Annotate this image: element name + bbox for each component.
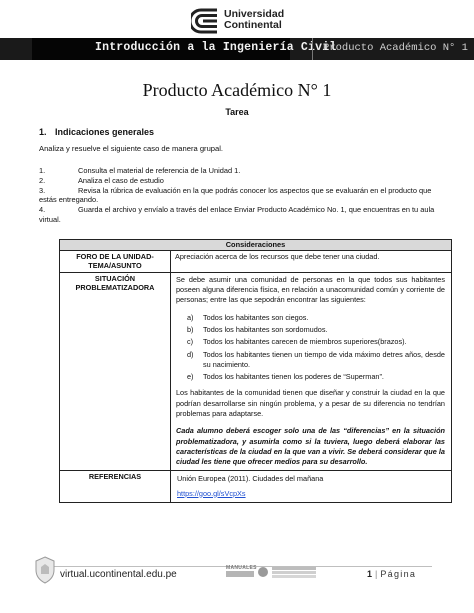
referencias-link[interactable]: https://goo.gl/sVcpXs [177, 488, 246, 498]
option-text: Todos los habitantes carecen de miembros superiores(brazos). [203, 337, 407, 347]
table-row-situacion [60, 272, 452, 470]
step-number: 3. [39, 185, 46, 195]
referencias-content [171, 470, 452, 502]
partner-logo-lines [272, 567, 316, 570]
step-text: Guarda el archivo y envíalo a través del enlace Enviar Producto Académico No. 1, que encuentras en tu aula virtual. [39, 205, 435, 224]
section-title: Indicaciones generales [55, 127, 155, 137]
manuales-logo: MANUALES [226, 565, 257, 571]
university-name [224, 9, 284, 31]
option-item [187, 337, 445, 347]
option-item [187, 372, 445, 382]
intro-text: Analiza y resuelve el siguiente caso de manera grupal. [39, 144, 224, 153]
option-text: Todos los habitantes son sordomudos. [203, 325, 328, 334]
option-text: Todos los habitantes son ciegos. [203, 312, 309, 322]
step-item [39, 166, 449, 176]
step-number: 4. [39, 205, 46, 215]
step-item [39, 176, 449, 186]
step-number: 2. [39, 175, 46, 185]
course-title: Introducción a la Ingeniería Civil [95, 41, 337, 54]
table-row-foro [60, 251, 452, 273]
course-banner [32, 38, 337, 60]
step-item [39, 205, 449, 225]
section-number: 1. [39, 127, 47, 137]
option-letter: e) [187, 372, 194, 382]
option-letter: a) [187, 312, 194, 322]
page-word: Página [380, 569, 417, 579]
option-letter: b) [187, 325, 194, 334]
referencias-value: Unión Europea (2011). Ciudades del mañana [177, 473, 324, 483]
situacion-task: Cada alumno deberá escoger solo una de las “diferencias” en la situación problematizadora, y asumirla como si la tuviera, luego deberá elaborar las características de la ciudad en la que van a vivir. Se deberá considerar que la ciudad les tiene que ofrecer medios para su desarrollo. [176, 426, 445, 467]
situacion-content [171, 272, 452, 470]
situacion-closing: Los habitantes de la comunidad tienen que diseñar y construir la ciudad en la que podrían desarrollarse sin ningún problema, y a pesar de su diferencia no tendrían problemas para adaptarse. [176, 388, 445, 419]
header-band [0, 38, 474, 60]
product-banner [312, 38, 474, 60]
steps-list [39, 166, 449, 225]
table-header: Consideraciones [60, 240, 452, 251]
situacion-label: SITUACIÓN PROBLEMATIZADORA [60, 272, 171, 470]
page-number: 1 [367, 569, 373, 579]
step-text: Revisa la rúbrica de evaluación en la que podrás conocer los aspectos que se evaluarán en el producto que estás entregando. [39, 185, 432, 205]
partner-seal-icon [258, 567, 268, 577]
document-subtitle: Tarea [225, 107, 249, 117]
option-item [187, 313, 445, 323]
university-name-line2: Continental [224, 19, 282, 31]
option-item [187, 350, 445, 371]
option-letter: d) [187, 349, 194, 359]
university-emblem-icon [34, 556, 56, 584]
foro-value: Apreciación acerca de los recursos que debe tener una ciudad. [171, 251, 452, 273]
table-header-row [60, 240, 452, 251]
product-label: Producto Académico N° 1 [323, 42, 468, 54]
footer-url[interactable]: virtual.ucontinental.edu.pe [60, 569, 177, 580]
options-list [187, 313, 445, 383]
option-text: Todos los habitantes tienen los poderes de “Superman”. [203, 372, 384, 382]
option-item [187, 325, 445, 335]
referencias-label: REFERENCIAS [60, 470, 171, 502]
step-number: 1. [39, 166, 46, 175]
document-title: Producto Académico N° 1 [142, 80, 332, 100]
table-row-referencias [60, 470, 452, 502]
option-text: Todos los habitantes tienen un tiempo de vida máximo detres años, desde su nacimiento. [203, 349, 445, 369]
manuales-logo-bar [226, 571, 254, 577]
foro-label: FORO DE LA UNIDAD-TEMA/ASUNTO [60, 251, 171, 273]
footer-partner-logos [226, 565, 318, 579]
page-indicator [367, 569, 416, 579]
continental-logo-icon [191, 7, 221, 35]
step-text: Consulta el material de referencia de la Unidad 1. [78, 166, 241, 175]
step-item [39, 186, 449, 206]
step-text: Analiza el caso de estudio [78, 175, 164, 185]
situacion-intro: Se debe asumir una comunidad de personas en la que todos sus habitantes poseen alguna diferencia física, en relación a unacomunidad común y corriente de personas; entre las que sepodrán encontrar las siguientes: [176, 274, 445, 305]
university-name-line1: Universidad [224, 8, 285, 20]
page-separator: | [375, 569, 378, 579]
option-letter: c) [187, 337, 194, 347]
considerations-table [59, 239, 452, 503]
section-heading [39, 127, 154, 137]
university-logo [191, 5, 287, 37]
